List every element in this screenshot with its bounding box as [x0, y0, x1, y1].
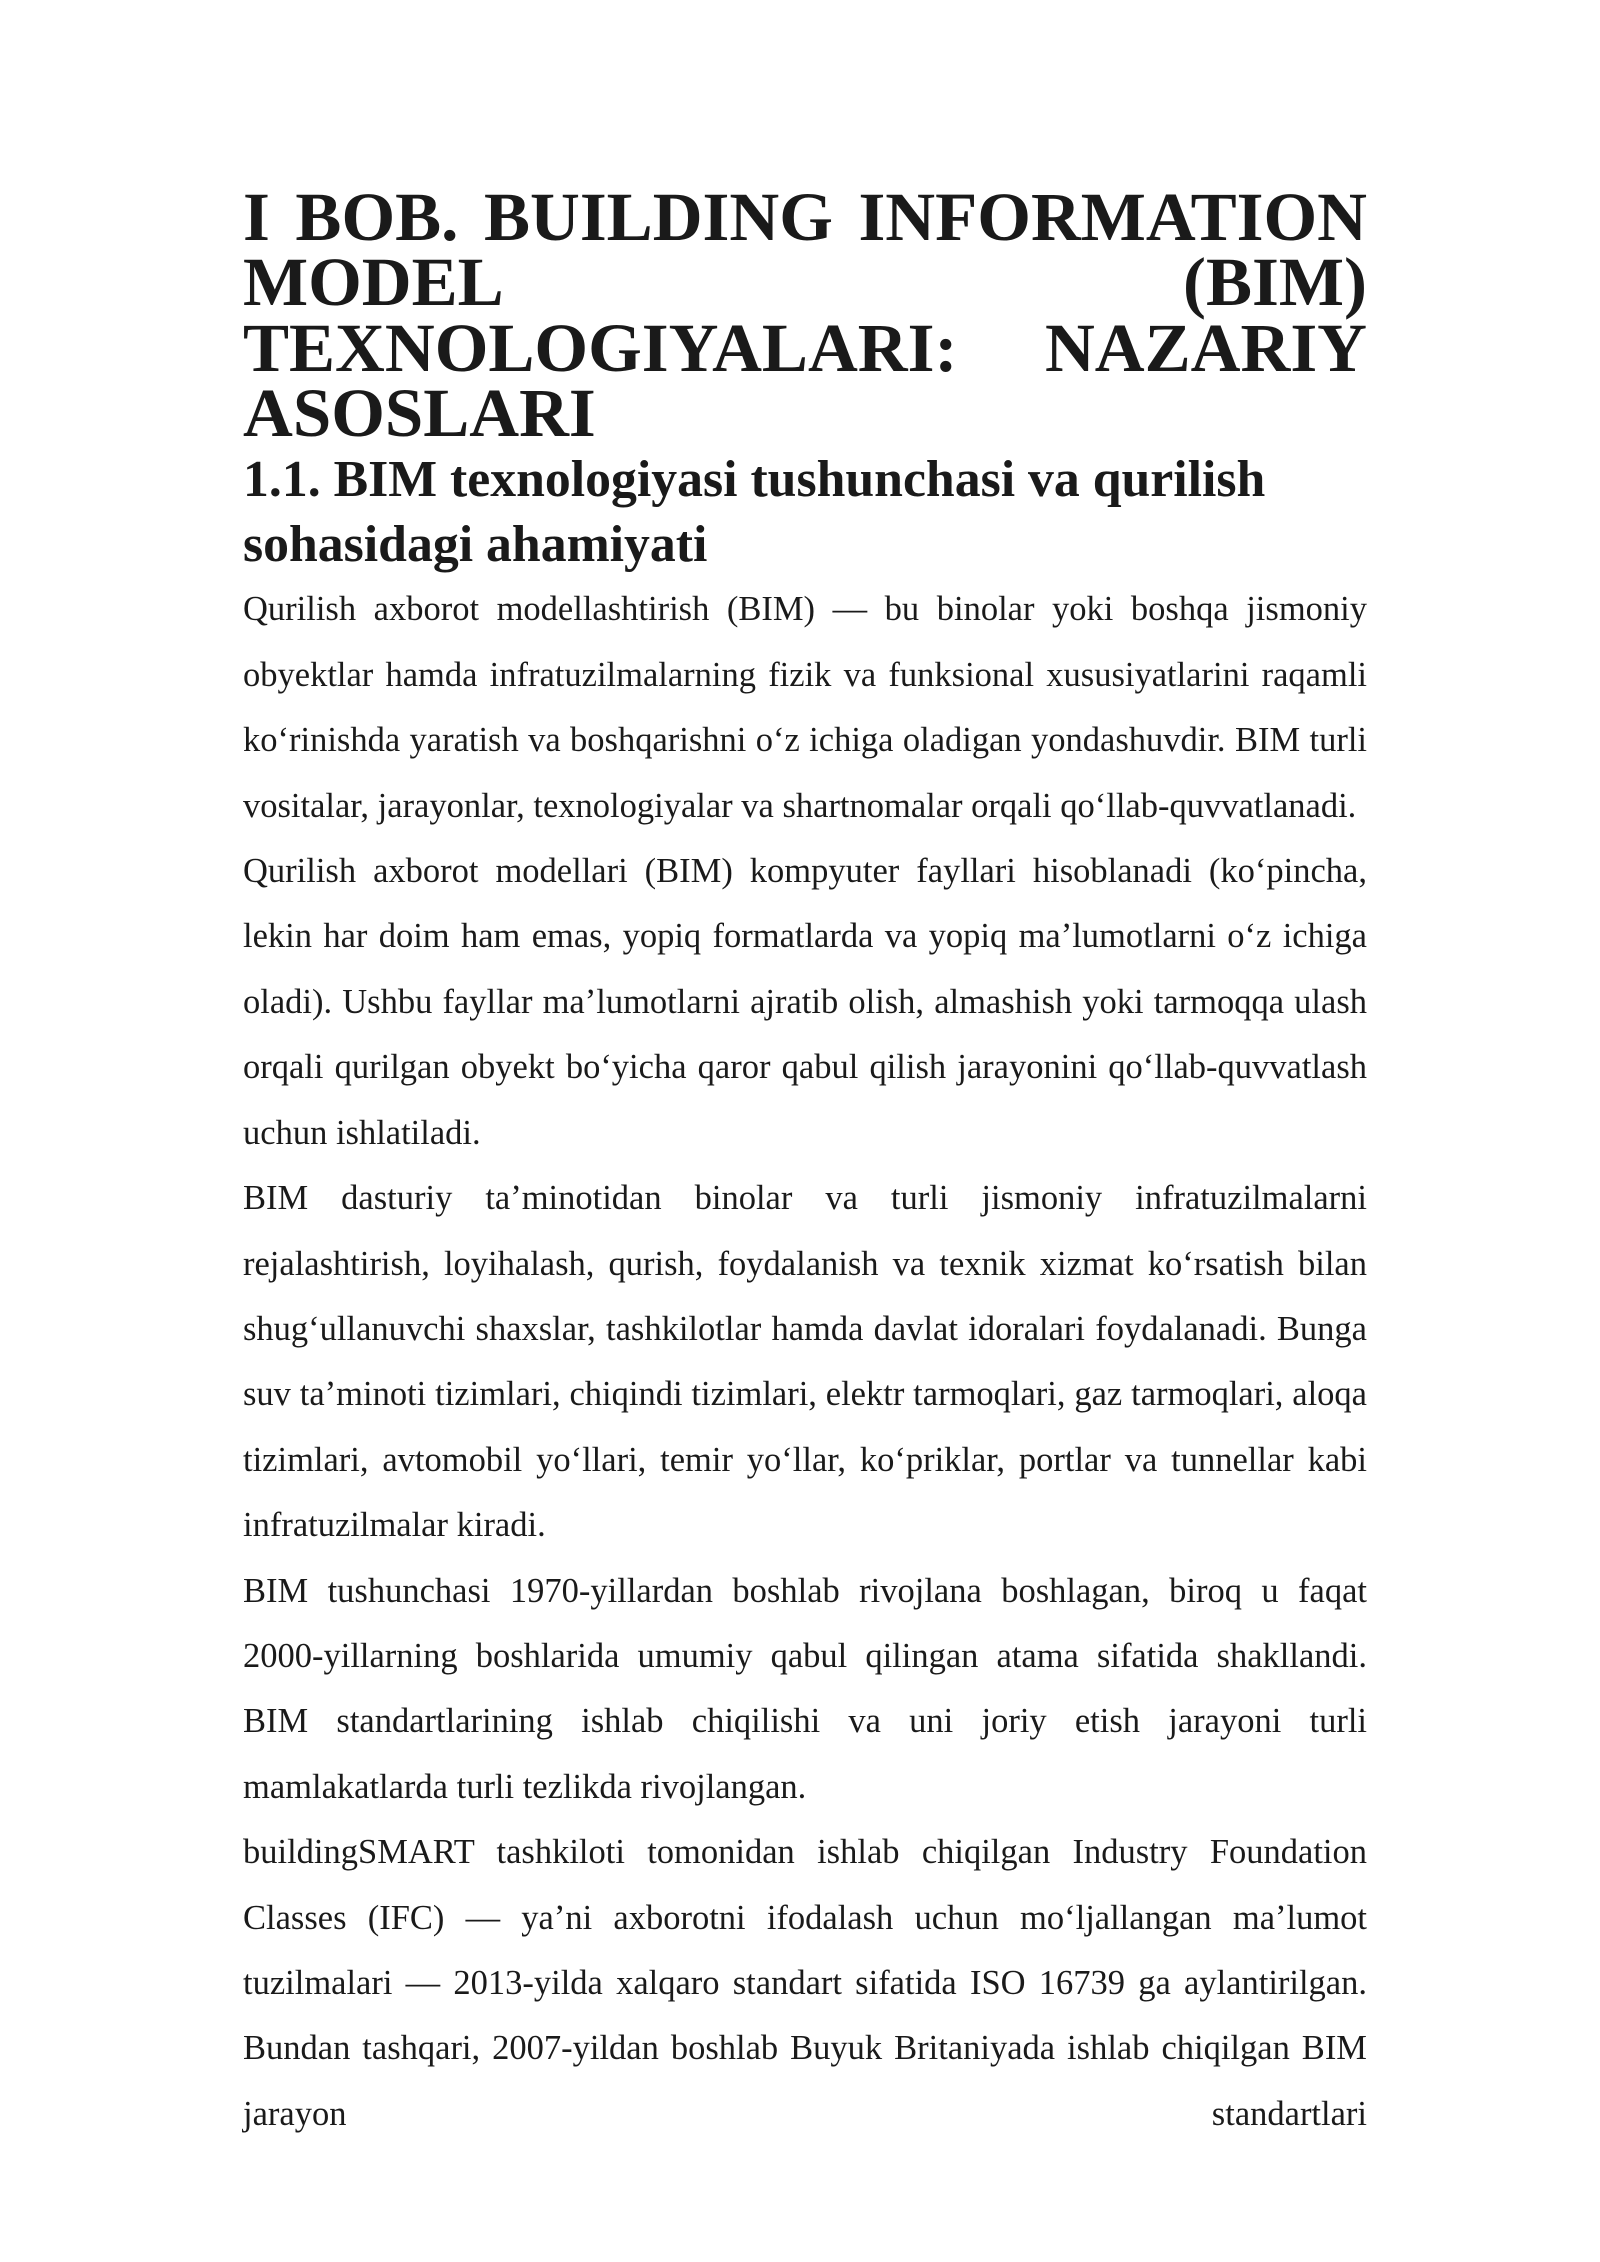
chapter-title-line-1: I BOB. BUILDING INFORMATION MODEL (BIM) — [243, 179, 1367, 321]
paragraph-2: Qurilish axborot modellari (BIM) kompyuter fayllari hisoblanadi (koʻpincha, lekin har doim ham emas, yopiq formatlarda va yopiq maʼlumotlarni oʻz ichiga oladi). Ushbu fayllar maʼlumotlarni ajratib olish, almashish yoki tarmoqqa ulash orqali qurilgan obyekt boʻyicha qaror qabul qilish jarayonini qoʻllab-quvvatlash uchun ishlatiladi. — [243, 852, 1367, 1152]
section-title: 1.1. BIM texnologiyasi tushunchasi va qurilish sohasidagi ahamiyati — [243, 450, 1266, 574]
paragraph-4: BIM tushunchasi 1970-yillardan boshlab rivojlana boshlagan, biroq u faqat 2000-yillarning boshlarida umumiy qabul qilingan atama sifatida shakllandi. BIM standartlarining ishlab chiqilishi va uni joriy etish jarayoni turli mamlakatlarda turli tezlikda rivojlangan. — [243, 1571, 1367, 1806]
paragraph-1: Qurilish axborot modellashtirish (BIM) — bu binolar yoki boshqa jismoniy obyektlar hamda infratuzilmalarning fizik va funksional xususiyatlarini raqamli koʻrinishda yaratish va boshqarishni oʻz ichiga oladigan yondashuvdir. BIM turli vositalar, jarayonlar, texnologiyalar va shartnomalar orqali qoʻllab-quvvatlanadi. — [243, 590, 1367, 825]
chapter-title — [243, 179, 1367, 452]
paragraph-3: BIM dasturiy taʼminotidan binolar va turli jismoniy infratuzilmalarni rejalashtirish, loyihalash, qurish, foydalanish va texnik xizmat koʻrsatish bilan shugʻullanuvchi shaxslar, tashkilotlar hamda davlat idoralari foydalanadi. Bunga suv taʼminoti tizimlari, chiqindi tizimlari, elektr tarmoqlari, gaz tarmoqlari, aloqa tizimlari, avtomobil yoʻllari, temir yoʻllar, koʻpriklar, portlar va tunnellar kabi infratuzilmalar kiradi. — [243, 1179, 1367, 1545]
paragraph-5: buildingSMART tashkiloti tomonidan ishlab chiqilgan Industry Foundation Classes (IFC) — yaʼni axborotni ifodalash uchun moʻljallangan maʼlumot tuzilmalari — 2013-yilda xalqaro standart sifatida ISO 16739 ga aylantirilgan. Bundan tashqari, 2007-yildan boshlab Buyuk Britaniyada ishlab chiqilgan BIM jarayon standartlari — [243, 1833, 1367, 2133]
document-page — [243, 179, 1367, 2147]
chapter-title-line-2: TEXNOLOGIYALARI: NAZARIY ASOSLARI — [243, 309, 1367, 452]
